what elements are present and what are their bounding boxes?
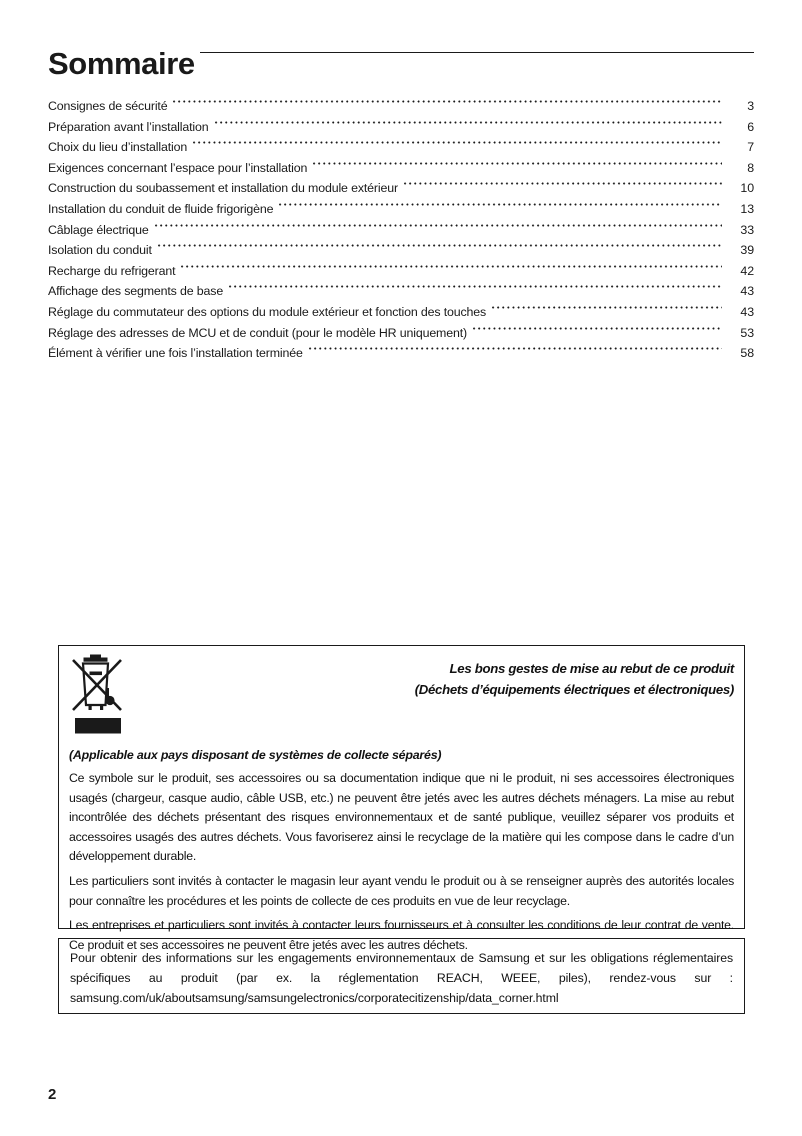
weee-applicable-note: (Applicable aux pays disposant de systèmes de collecte séparés): [69, 748, 442, 762]
toc-entry-label: Réglage du commutateur des options du module extérieur et fonction des touches: [48, 304, 487, 319]
toc-entry-page-number: 6: [747, 119, 754, 134]
weee-headings: [415, 658, 734, 700]
toc-entry-page-number: 53: [740, 325, 754, 340]
page-title: Sommaire: [48, 46, 195, 81]
toc-entry-label: Exigences concernant l’espace pour l’installation: [48, 160, 308, 175]
weee-paragraph: Les entreprises et particuliers sont invités à contacter leurs fournisseurs et à consulter les conditions de leur contrat de vente. Ce produit et ses accessoires ne peuvent être jetés avec les autres déchets.: [69, 918, 734, 952]
toc-leader-dots: [279, 199, 722, 211]
toc-entry-label: Consignes de sécurité: [48, 99, 168, 113]
environmental-info-text: Pour obtenir des informations sur les engagements environnementaux de Samsung et sur les obligations réglementaires spécifiques au produit (par ex. la réglementation REACH, WEEE, piles), rendez-vous sur : samsung.com/uk/aboutsamsung/samsungelectronics/corporatecitizenship/data_corner.html: [70, 951, 733, 1005]
toc-entry-label: Préparation avant l’installation: [48, 119, 209, 134]
toc-entry[interactable]: [48, 281, 754, 302]
toc-entry-label: Construction du soubassement et installation du module extérieur: [48, 181, 398, 196]
toc-entry-page-number: 7: [747, 140, 754, 155]
toc-entry-page-number: 33: [740, 222, 754, 237]
toc-leader-dots: [215, 117, 722, 129]
toc-leader-dots: [473, 323, 722, 335]
weee-paragraph: Les particuliers sont invités à contacter le magasin leur ayant vendu le produit ou à se renseigner auprès des autorités locales pour connaître les procédures et les points de collecte de ces produits en vue de leur recyclage.: [69, 873, 734, 908]
table-of-contents: [48, 96, 754, 364]
weee-heading-line-2: (Déchets d’équipements électriques et électroniques): [414, 682, 734, 697]
toc-entry[interactable]: [48, 302, 754, 323]
toc-entry-label: Recharge du refrigerant: [48, 263, 176, 278]
toc-entry[interactable]: [48, 323, 754, 344]
toc-leader-dots: [181, 261, 722, 273]
toc-leader-dots: [309, 343, 722, 355]
environmental-info-panel: [58, 938, 745, 1014]
toc-entry-page-number: 8: [747, 160, 754, 175]
toc-entry-page-number: 13: [740, 201, 754, 216]
toc-entry[interactable]: [48, 199, 754, 220]
toc-entry-page-number: 3: [747, 99, 754, 113]
toc-entry-page-number: 43: [740, 284, 754, 299]
toc-entry-label: Isolation du conduit: [48, 243, 152, 258]
toc-entry-label: Choix du lieu d’installation: [48, 140, 188, 155]
toc-entry[interactable]: [48, 240, 754, 261]
toc-leader-dots: [193, 137, 722, 149]
weee-heading-line-1: Les bons gestes de mise au rebut de ce produit: [449, 661, 734, 676]
toc-leader-dots: [158, 240, 722, 252]
toc-entry-page-number: 10: [740, 181, 754, 196]
toc-entry-label: Réglage des adresses de MCU et de conduit (pour le modèle HR uniquement): [48, 325, 467, 340]
toc-leader-dots: [492, 302, 722, 314]
crossed-out-wheeled-bin-icon: [69, 652, 127, 740]
toc-leader-dots: [404, 178, 722, 190]
title-divider-rule: [200, 52, 754, 53]
weee-panel-body: [59, 744, 744, 955]
toc-entry[interactable]: [48, 261, 754, 282]
page-number: 2: [48, 1086, 57, 1103]
toc-entry-label: Élément à vérifier une fois l’installation terminée: [48, 346, 303, 361]
toc-entry-label: Câblage électrique: [48, 222, 149, 237]
toc-leader-dots: [313, 158, 722, 170]
toc-entry[interactable]: [48, 158, 754, 179]
toc-entry-page-number: 43: [740, 304, 754, 319]
toc-leader-dots: [173, 96, 722, 108]
toc-leader-dots: [155, 220, 722, 232]
toc-entry[interactable]: [48, 117, 754, 138]
weee-panel-header: [59, 646, 744, 741]
page-header: [48, 44, 754, 90]
toc-entry-page-number: 58: [740, 346, 754, 361]
toc-entry-page-number: 42: [740, 263, 754, 278]
weee-disposal-panel: [58, 645, 745, 952]
toc-entry[interactable]: [48, 96, 754, 117]
toc-entry[interactable]: [48, 137, 754, 158]
toc-entry-page-number: 39: [740, 243, 754, 258]
toc-entry[interactable]: [48, 178, 754, 199]
weee-paragraph: Ce symbole sur le produit, ses accessoires ou sa documentation indique que ni le produit, ni ses accessoires électroniques usagés (chargeur, casque audio, câble USB, etc.) ne peuvent être jetés avec les autres déchets ménagers. La mise au rebut incontrôlée des déchets présentant des risques environnementaux et de santé publique, veuillez séparer vos produits et accessoires usagés des autres déchets. Vous favoriserez ainsi le recyclage de la matière qui les compose dans le cadre d’un développement durable.: [69, 771, 734, 864]
toc-leader-dots: [229, 281, 722, 293]
toc-entry-label: Affichage des segments de base: [48, 284, 224, 299]
toc-entry[interactable]: [48, 220, 754, 241]
toc-entry-label: Installation du conduit de fluide frigorigène: [48, 201, 274, 216]
toc-entry[interactable]: [48, 343, 754, 364]
